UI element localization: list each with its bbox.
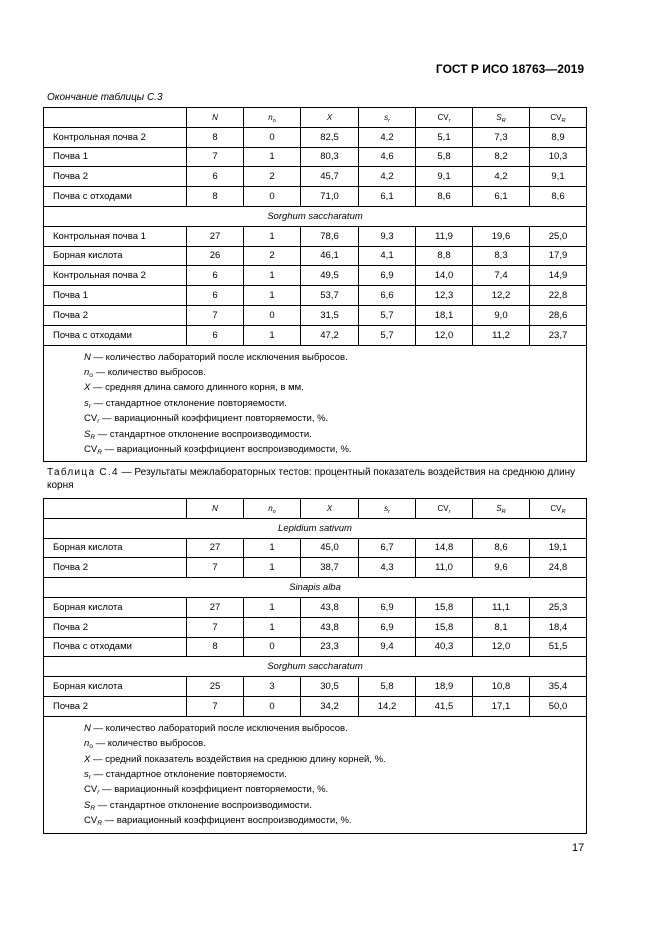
value-cell: 9,0 [473,305,530,325]
group-title: Sorghum saccharatum [44,206,587,226]
value-cell: 6,9 [359,617,416,637]
value-cell: 18,1 [416,305,473,325]
value-cell: 8,6 [416,187,473,207]
sample-name-cell: Почва 2 [44,558,187,578]
value-cell: 50,0 [530,696,587,716]
value-cell: 8,1 [473,617,530,637]
table-c4 [43,498,587,834]
value-cell: 27 [187,597,244,617]
value-cell: 17,9 [530,246,587,266]
value-cell: 9,3 [359,226,416,246]
value-cell: 6 [187,286,244,306]
value-cell: 1 [244,226,301,246]
value-cell: 0 [244,187,301,207]
value-cell: 4,6 [359,147,416,167]
value-cell: 14,0 [416,266,473,286]
value-cell: 26 [187,246,244,266]
value-cell: 25 [187,677,244,697]
col-header-sr-reprod: $S_R$ [473,499,530,519]
group-row [44,206,587,226]
value-cell: 6 [187,325,244,345]
value-cell: 22,8 [530,286,587,306]
table-row [44,677,587,697]
value-cell: 14,8 [416,538,473,558]
value-cell: 43,8 [301,597,359,617]
value-cell: 8,8 [416,246,473,266]
value-cell: 2 [244,246,301,266]
value-cell: 7 [187,617,244,637]
value-cell: 19,6 [473,226,530,246]
value-cell: 12,0 [473,637,530,657]
value-cell: 3 [244,677,301,697]
table-row [44,305,587,325]
col-header-sr: $s_r$ [359,108,416,128]
col-header-n0: $n_o$ [244,108,301,128]
sample-name-cell: Почва 2 [44,617,187,637]
value-cell: 6 [187,266,244,286]
sample-name-cell: Почва 2 [44,167,187,187]
value-cell: 12,0 [416,325,473,345]
group-row [44,578,587,598]
col-header-x: X [301,108,359,128]
note-sr-reprod: $S_R$ — стандартное отклонение воспроизводимости. [84,799,312,812]
value-cell: 8 [187,637,244,657]
value-cell: 45,7 [301,167,359,187]
value-cell: 31,5 [301,305,359,325]
value-cell: 7,4 [473,266,530,286]
sample-name-cell: Почва 2 [44,696,187,716]
page-number: 17 [572,842,585,854]
value-cell: 25,3 [530,597,587,617]
value-cell: 80,3 [301,147,359,167]
note-n0: $n_o$ — количество выбросов. [84,738,206,751]
value-cell: 27 [187,226,244,246]
value-cell: 1 [244,266,301,286]
table2-notes [44,716,587,833]
note-n: N — количество лабораторий после исключения выбросов. [84,722,348,734]
sample-name-cell: Контрольная почва 2 [44,266,187,286]
value-cell: 78,6 [301,226,359,246]
value-cell: 6 [187,167,244,187]
header-empty-cell [44,499,187,519]
value-cell: 10,3 [530,147,587,167]
value-cell: 6,6 [359,286,416,306]
value-cell: 2 [244,167,301,187]
value-cell: 7 [187,558,244,578]
value-cell: 8,2 [473,147,530,167]
notes-row [44,345,587,462]
value-cell: 6,1 [359,187,416,207]
value-cell: 1 [244,538,301,558]
value-cell: 49,5 [301,266,359,286]
table-row [44,147,587,167]
value-cell: 0 [244,637,301,657]
value-cell: 1 [244,286,301,306]
value-cell: 9,1 [416,167,473,187]
value-cell: 71,0 [301,187,359,207]
col-header-x: X [301,499,359,519]
table2-header-row [44,499,587,519]
value-cell: 27 [187,538,244,558]
table-row [44,127,587,147]
col-header-sr: $s_r$ [359,499,416,519]
note-n: N — количество лабораторий после исключения выбросов. [84,351,348,363]
value-cell: 19,1 [530,538,587,558]
group-row [44,518,587,538]
table-row [44,637,587,657]
value-cell: 5,7 [359,325,416,345]
value-cell: 9,6 [473,558,530,578]
value-cell: 7 [187,696,244,716]
sample-name-cell: Почва 1 [44,286,187,306]
value-cell: 15,8 [416,617,473,637]
value-cell: 11,0 [416,558,473,578]
value-cell: 23,7 [530,325,587,345]
note-x: X — средний показатель воздействия на среднюю длину корней, %. [84,753,386,765]
col-header-cvr-reprod: $CV_R$ [530,499,587,519]
value-cell: 8 [187,187,244,207]
table-row [44,167,587,187]
value-cell: 18,9 [416,677,473,697]
value-cell: 5,7 [359,305,416,325]
note-sr-reprod: $S_R$ — стандартное отклонение воспроизводимости. [84,428,312,441]
value-cell: 6,1 [473,187,530,207]
col-header-n: N [187,499,244,519]
table-c3-continuation [43,107,587,462]
group-title: Lepidium sativum [44,518,587,538]
value-cell: 0 [244,305,301,325]
table-row [44,187,587,207]
value-cell: 35,4 [530,677,587,697]
value-cell: 6,9 [359,597,416,617]
value-cell: 23,3 [301,637,359,657]
table-row [44,286,587,306]
value-cell: 4,3 [359,558,416,578]
value-cell: 1 [244,147,301,167]
value-cell: 12,2 [473,286,530,306]
table-row [44,538,587,558]
table1-notes [44,345,587,462]
value-cell: 11,1 [473,597,530,617]
value-cell: 5,1 [416,127,473,147]
value-cell: 28,6 [530,305,587,325]
value-cell: 45,0 [301,538,359,558]
value-cell: 1 [244,558,301,578]
note-cvr-reprod: $CV_R$ — вариационный коэффициент воспроизводимости, %. [84,815,352,828]
value-cell: 11,9 [416,226,473,246]
value-cell: 14,2 [359,696,416,716]
group-title: Sorghum saccharatum [44,657,587,677]
note-sr: $s_r$ — стандартное отклонение повторяемости. [84,768,287,781]
sample-name-cell: Контрольная почва 1 [44,226,187,246]
value-cell: 15,8 [416,597,473,617]
note-cvr-reprod: $CV_R$ — вариационный коэффициент воспроизводимости, %. [84,444,352,456]
notes-row [44,716,587,833]
value-cell: 7 [187,305,244,325]
note-cvr: $CV_r$ — вариационный коэффициент повторяемости, %. [84,784,329,797]
value-cell: 0 [244,696,301,716]
value-cell: 25,0 [530,226,587,246]
table1-caption: Окончание таблицы С.3 [47,92,163,103]
value-cell: 17,1 [473,696,530,716]
value-cell: 7,3 [473,127,530,147]
value-cell: 82,5 [301,127,359,147]
sample-name-cell: Почва с отходами [44,637,187,657]
sample-name-cell: Борная кислота [44,597,187,617]
col-header-sr-reprod: $S_R$ [473,108,530,128]
value-cell: 24,8 [530,558,587,578]
value-cell: 47,2 [301,325,359,345]
value-cell: 8,6 [530,187,587,207]
sample-name-cell: Контрольная почва 2 [44,127,187,147]
value-cell: 43,8 [301,617,359,637]
sample-name-cell: Борная кислота [44,246,187,266]
value-cell: 18,4 [530,617,587,637]
table-row [44,325,587,345]
note-cvr: $CV_r$ — вариационный коэффициент повторяемости, %. [84,413,329,426]
group-row [44,657,587,677]
note-sr: $s_r$ — стандартное отклонение повторяемости. [84,397,287,410]
note-n0: $n_o$ — количество выбросов. [84,366,206,379]
value-cell: 6,7 [359,538,416,558]
value-cell: 8,6 [473,538,530,558]
value-cell: 11,2 [473,325,530,345]
sample-name-cell: Почва 2 [44,305,187,325]
value-cell: 4,2 [359,167,416,187]
value-cell: 9,4 [359,637,416,657]
sample-name-cell: Борная кислота [44,677,187,697]
table1-header-row [44,108,587,128]
table-row [44,558,587,578]
value-cell: 41,5 [416,696,473,716]
value-cell: 1 [244,597,301,617]
value-cell: 5,8 [359,677,416,697]
value-cell: 8,3 [473,246,530,266]
col-header-cvr-repeat: $CV_r$ [416,108,473,128]
col-header-cvr-reprod: $CV_R$ [530,108,587,128]
table-row [44,226,587,246]
value-cell: 30,5 [301,677,359,697]
value-cell: 46,1 [301,246,359,266]
value-cell: 12,3 [416,286,473,306]
value-cell: 5,8 [416,147,473,167]
value-cell: 10,8 [473,677,530,697]
sample-name-cell: Борная кислота [44,538,187,558]
sample-name-cell: Почва с отходами [44,187,187,207]
note-x: X — средняя длина самого длинного корня, в мм. [84,382,304,394]
value-cell: 7 [187,147,244,167]
value-cell: 51,5 [530,637,587,657]
sample-name-cell: Почва с отходами [44,325,187,345]
col-header-n0: $n_o$ [244,499,301,519]
table-row [44,597,587,617]
table-row [44,617,587,637]
value-cell: 1 [244,617,301,637]
value-cell: 14,9 [530,266,587,286]
col-header-cvr-repeat: $CV_r$ [416,499,473,519]
value-cell: 8 [187,127,244,147]
value-cell: 34,2 [301,696,359,716]
value-cell: 38,7 [301,558,359,578]
value-cell: 53,7 [301,286,359,306]
header-empty-cell [44,108,187,128]
col-header-n: N [187,108,244,128]
value-cell: 0 [244,127,301,147]
table-row [44,696,587,716]
value-cell: 1 [244,325,301,345]
value-cell: 6,9 [359,266,416,286]
sample-name-cell: Почва 1 [44,147,187,167]
table2-caption: Таблица С.4 — Результаты межлабораторных тестов: процентный показатель воздействия на среднюю длину корня [47,467,576,491]
value-cell: 9,1 [530,167,587,187]
value-cell: 4,2 [359,127,416,147]
table-row [44,266,587,286]
value-cell: 40,3 [416,637,473,657]
group-title: Sinapis alba [44,578,587,598]
value-cell: 8,9 [530,127,587,147]
value-cell: 4,1 [359,246,416,266]
standard-designation: ГОСТ Р ИСО 18763—2019 [435,62,584,76]
value-cell: 4,2 [473,167,530,187]
table-row [44,246,587,266]
